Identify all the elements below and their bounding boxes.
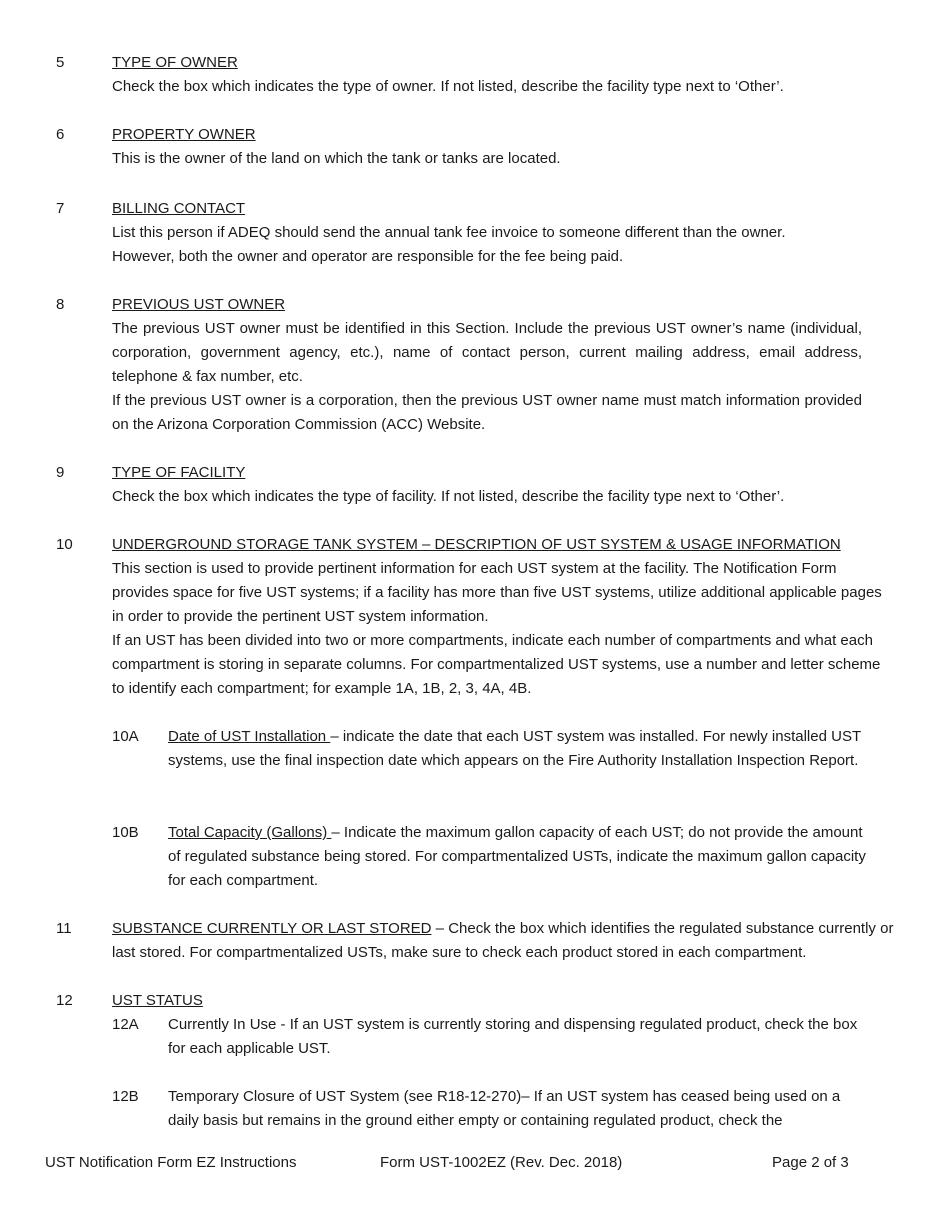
- section-11-heading: SUBSTANCE CURRENTLY OR LAST STORED: [112, 920, 432, 937]
- section-6: [112, 123, 872, 171]
- section-10a-number: 10A: [112, 728, 139, 745]
- section-5: [112, 51, 872, 99]
- section-10b-title: Total Capacity (Gallons): [168, 824, 332, 841]
- footer-document-title: UST Notification Form EZ Instructions: [45, 1154, 297, 1171]
- footer-form-number: Form UST-1002EZ (Rev. Dec. 2018): [380, 1154, 623, 1171]
- section-8-number: 8: [56, 296, 65, 313]
- section-10b-text: – Indicate the maximum gallon capacity of each UST; do not provide the amount of regulated substance being stored. For compartmentalized USTs, indicate the maximum gallon capacity for each compartment.: [168, 824, 866, 889]
- section-12: [112, 989, 203, 1013]
- section-8: [112, 293, 862, 437]
- section-6-text: This is the owner of the land on which the tank or tanks are located.: [112, 150, 561, 167]
- section-12-heading: UST STATUS: [112, 992, 203, 1009]
- section-12-number: 12: [56, 992, 73, 1009]
- section-10-heading: UNDERGROUND STORAGE TANK SYSTEM – DESCRIPTION OF UST SYSTEM & USAGE INFORMATION: [112, 536, 841, 553]
- section-11-text: – Check the box which identifies the regulated substance currently or last stored. For compartmentalized USTs, make sure to check each product stored in each compartment.: [112, 920, 894, 961]
- section-7: [112, 197, 827, 269]
- section-10b: [168, 821, 868, 893]
- section-7-heading: BILLING CONTACT: [112, 200, 246, 217]
- section-9-heading: TYPE OF FACILITY: [112, 464, 246, 481]
- section-10b-number: 10B: [112, 824, 139, 841]
- section-9-number: 9: [56, 464, 65, 481]
- section-10a-title: Date of UST Installation: [168, 728, 331, 745]
- section-12b-number: 12B: [112, 1088, 139, 1105]
- section-10-number: 10: [56, 536, 73, 553]
- section-5-text: Check the box which indicates the type of owner. If not listed, describe the facility type next to ‘Other’.: [112, 78, 784, 95]
- section-10: [112, 533, 887, 701]
- section-6-heading: PROPERTY OWNER: [112, 126, 256, 143]
- section-6-number: 6: [56, 126, 65, 143]
- section-5-heading: TYPE OF OWNER: [112, 54, 238, 71]
- section-5-number: 5: [56, 54, 65, 71]
- section-10-paragraph-2: If an UST has been divided into two or more compartments, indicate each number of compartments and what each compartment is storing in separate columns. For compartmentalized UST systems, use a number and letter scheme to identify each compartment; for example 1A, 1B, 2, 3, 4A, 4B.: [112, 632, 881, 697]
- section-9-text: Check the box which indicates the type of facility. If not listed, describe the facility type next to ‘Other’.: [112, 488, 785, 505]
- section-10a-text: – indicate the date that each UST system was installed. For newly installed UST systems, use the final inspection date which appears on the Fire Authority Installation Inspection Report.: [168, 728, 861, 769]
- section-8-paragraph-2: If the previous UST owner is a corporation, then the previous UST owner name must match information provided on the Arizona Corporation Commission (ACC) Website.: [112, 392, 862, 433]
- section-9: [112, 461, 872, 509]
- section-8-paragraph-1: The previous UST owner must be identified in this Section. Include the previous UST owner’s name (individual, corporation, government agency, etc.), name of contact person, current mailing address, email address, telephone & fax number, etc.: [112, 320, 862, 385]
- section-7-number: 7: [56, 200, 65, 217]
- section-8-heading: PREVIOUS UST OWNER: [112, 296, 286, 313]
- section-12a-number: 12A: [112, 1016, 139, 1033]
- section-10-paragraph-1: This section is used to provide pertinent information for each UST system at the facility. The Notification Form provides space for five UST systems; if a facility has more than five UST systems, utilize additional applicable pages in order to provide the pertinent UST system information.: [112, 560, 882, 625]
- section-11-number: 11: [56, 920, 72, 937]
- section-12a-text: Currently In Use - If an UST system is currently storing and dispensing regulated product, check the box for each applicable UST.: [168, 1016, 858, 1057]
- section-10a: [168, 725, 888, 773]
- section-12b-text: Temporary Closure of UST System (see R18-12-270)– If an UST system has ceased being used on a daily basis but remains in the ground either empty or containing regulated product, check the: [168, 1088, 841, 1129]
- section-11: [112, 917, 894, 965]
- footer-page-number: Page 2 of 3: [772, 1154, 849, 1171]
- section-7-text: List this person if ADEQ should send the annual tank fee invoice to someone different than the owner. However, both the owner and operator are responsible for the fee being paid.: [112, 224, 786, 265]
